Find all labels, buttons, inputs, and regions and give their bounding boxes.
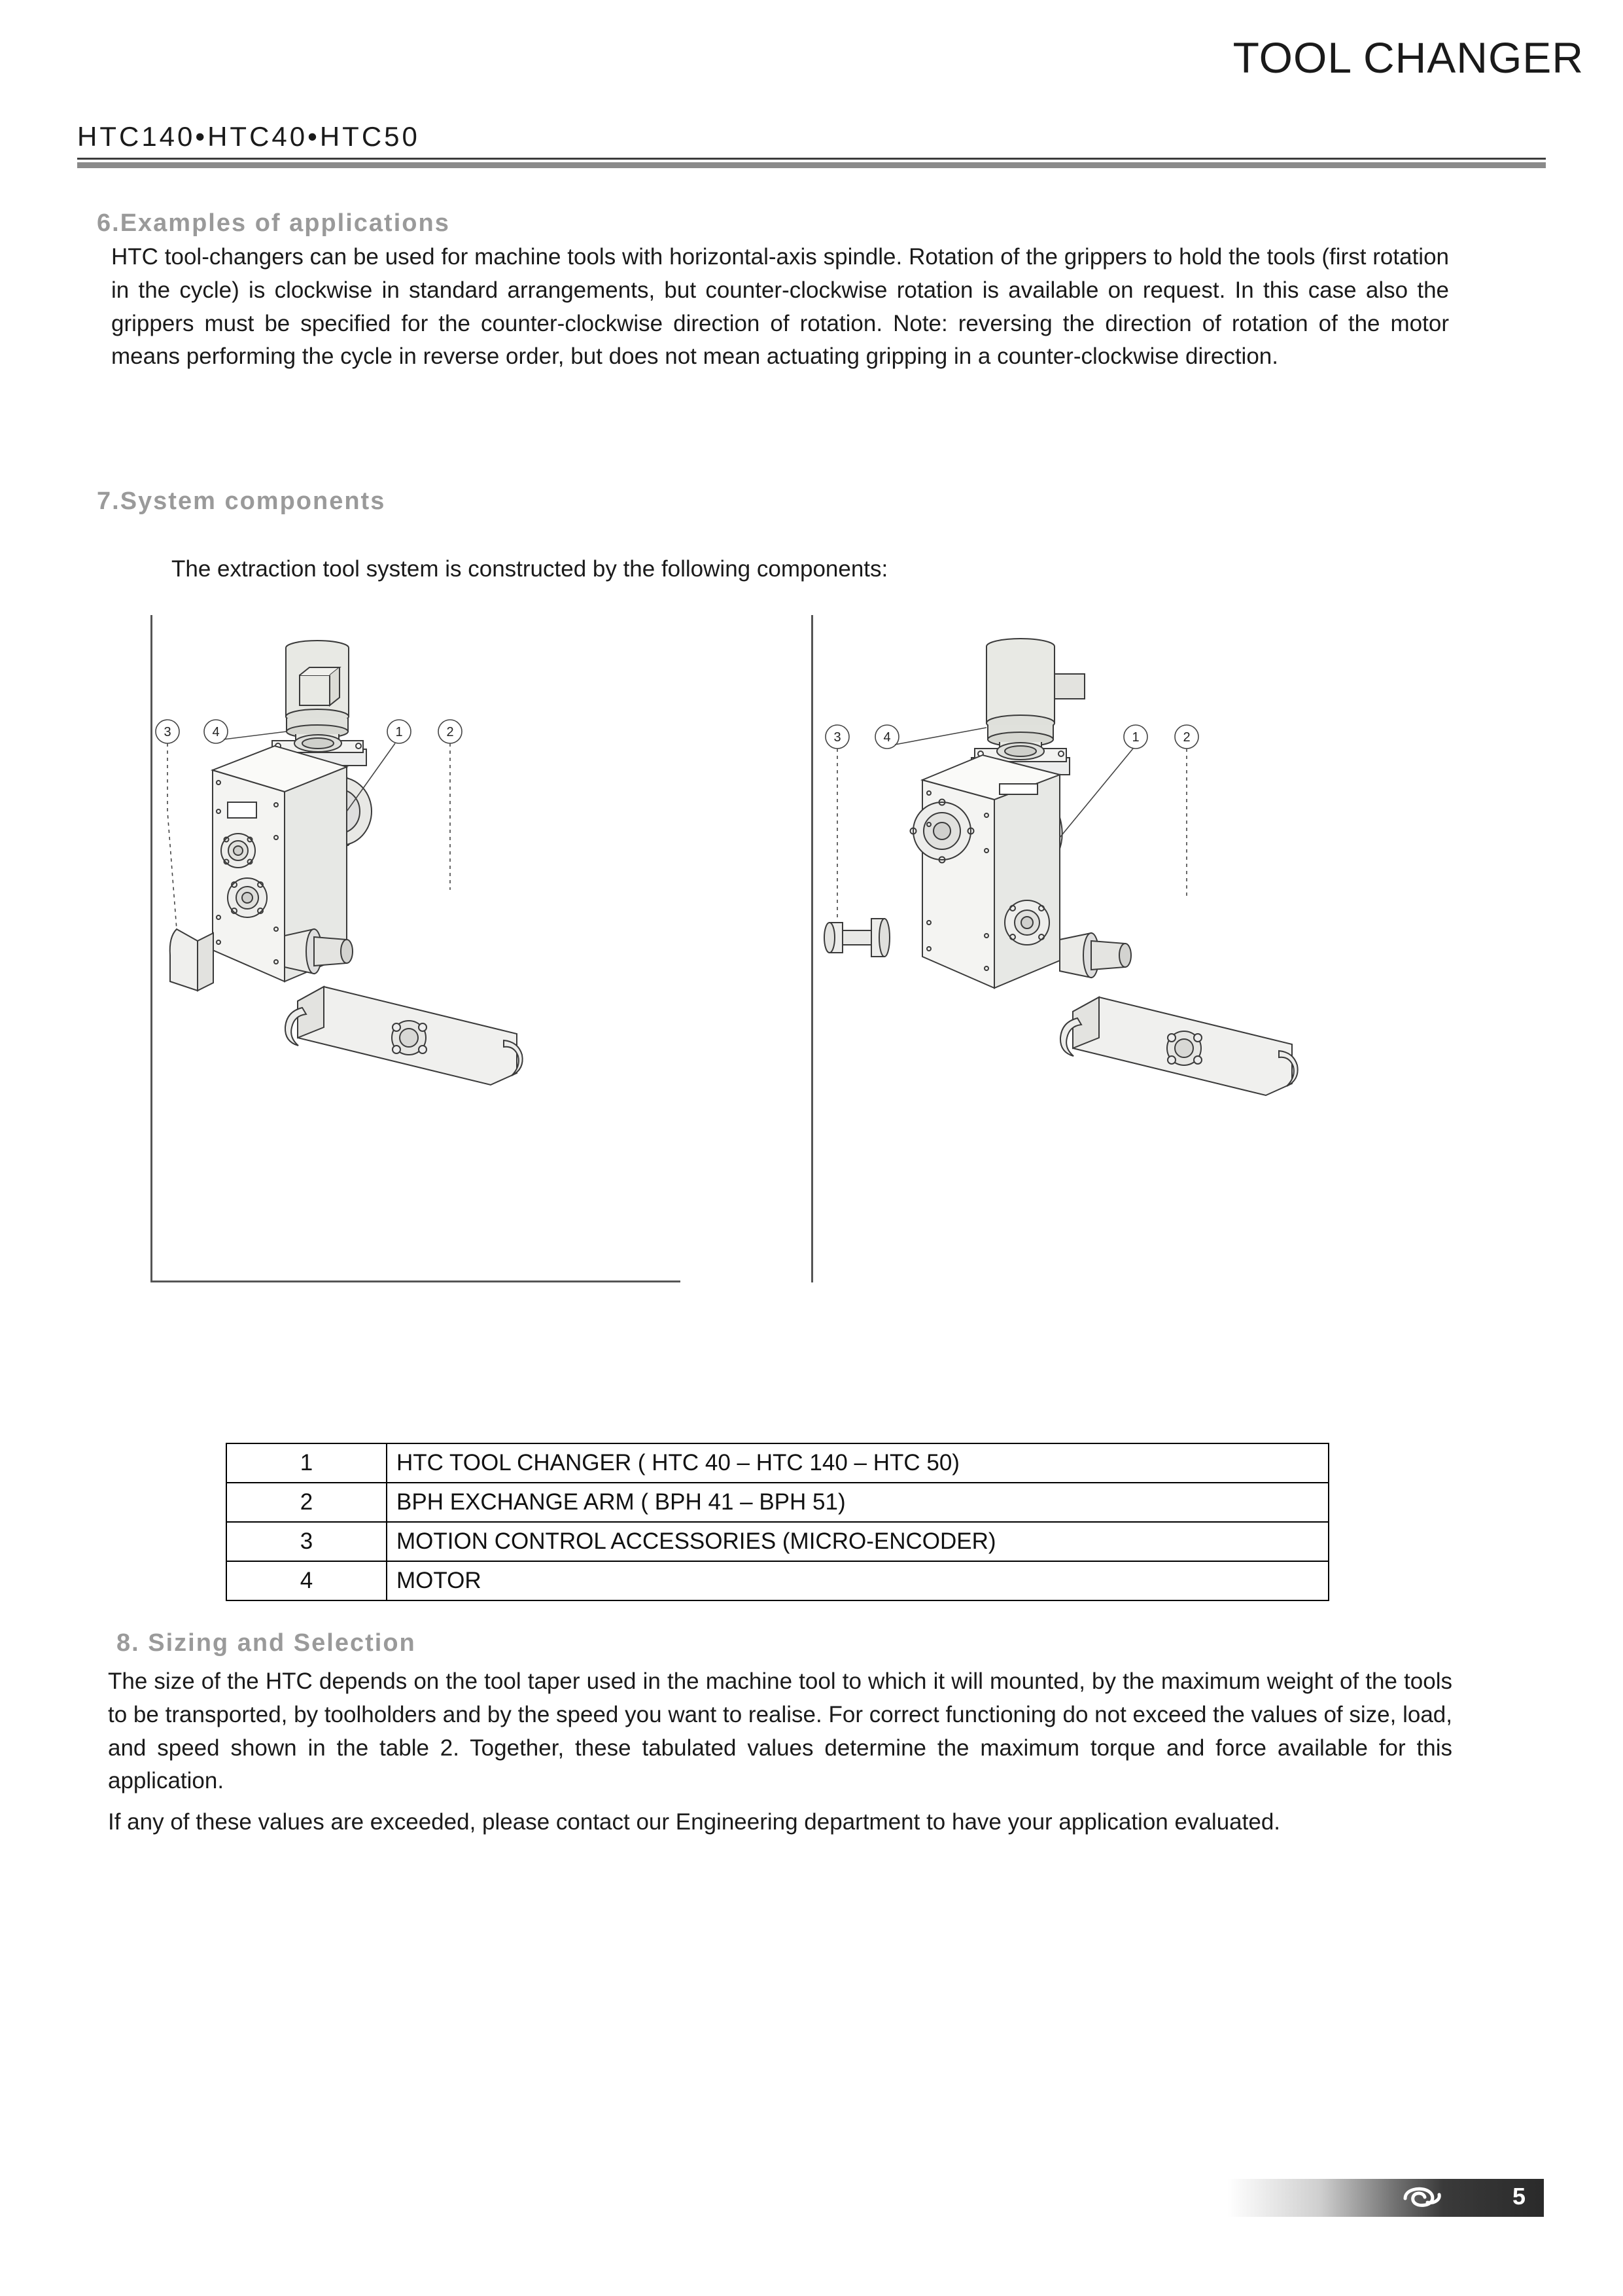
svg-text:1: 1 — [395, 725, 403, 739]
figure-right-drawing — [811, 615, 1341, 1282]
component-number: 4 — [226, 1561, 387, 1600]
header-rule — [77, 162, 1546, 168]
page-header — [0, 0, 1623, 177]
header-rule-thin — [77, 158, 1546, 160]
footer-gradient-bar — [1158, 2179, 1544, 2217]
svg-text:2: 2 — [1183, 730, 1191, 745]
section-body-examples: HTC tool-changers can be used for machine tools with horizontal-axis spindle. Rotation of the grippers to hold the tools (first rotation in the cycle) is clockwise in standard arrangements, but counter-clockwise rotation is available on request. In this case also the grippers must be specified for the counter-clockwise direction of rotation. Note: reversing the direction of rotation of the motor means performing the cycle in reverse order, but does not mean actuating gripping in a counter-clockwise direction. — [111, 244, 1449, 370]
section-heading-system-components: 7.System components — [97, 487, 386, 515]
component-description: HTC TOOL CHANGER ( HTC 40 – HTC 140 – HTC 50) — [387, 1443, 1329, 1483]
table-row — [226, 1522, 1329, 1561]
svg-text:4: 4 — [883, 730, 891, 745]
svg-text:2: 2 — [446, 725, 454, 739]
section-body-sizing-2: If any of these values are exceeded, please contact our Engineering department to have your application evaluated. — [108, 1809, 1281, 1835]
component-description: MOTION CONTROL ACCESSORIES (MICRO-ENCODER) — [387, 1522, 1329, 1561]
section-body-sizing-1: The size of the HTC depends on the tool taper used in the machine tool to which it will mounted, by the maximum weight of the tools to be transported, by toolholders and by the speed you want to realise. For correct functioning do not exceed the values of size, load, and speed shown in the table 2. Together, these tabulated values determine the maximum torque and force available for this application. — [108, 1669, 1452, 1794]
svg-text:4: 4 — [212, 725, 220, 739]
figure-left — [150, 615, 680, 1282]
model-subtitle: HTC140•HTC40•HTC50 — [77, 121, 420, 152]
table-row — [226, 1561, 1329, 1600]
component-number: 3 — [226, 1522, 387, 1561]
component-description: MOTOR — [387, 1561, 1329, 1600]
table-row — [226, 1483, 1329, 1522]
page-footer — [1158, 2179, 1544, 2217]
svg-text:3: 3 — [833, 730, 841, 745]
figure-left-drawing — [150, 615, 680, 1282]
page-number: 5 — [1512, 2183, 1526, 2210]
section-heading-examples: 6.Examples of applications — [97, 209, 450, 237]
component-number: 2 — [226, 1483, 387, 1522]
section-heading-sizing: 8. Sizing and Selection — [116, 1629, 416, 1657]
components-table — [226, 1443, 1329, 1601]
document-title: TOOL CHANGER — [1232, 33, 1584, 82]
figure-right — [811, 615, 1341, 1282]
svg-text:1: 1 — [1132, 730, 1140, 745]
svg-text:3: 3 — [164, 725, 171, 739]
section-intro-system-components: The extraction tool system is constructed by the following components: — [171, 556, 888, 582]
component-description: BPH EXCHANGE ARM ( BPH 41 – BPH 51) — [387, 1483, 1329, 1522]
company-logo-icon — [1393, 2180, 1452, 2214]
figure-system-components — [150, 615, 1478, 1289]
component-number: 1 — [226, 1443, 387, 1483]
table-row — [226, 1443, 1329, 1483]
